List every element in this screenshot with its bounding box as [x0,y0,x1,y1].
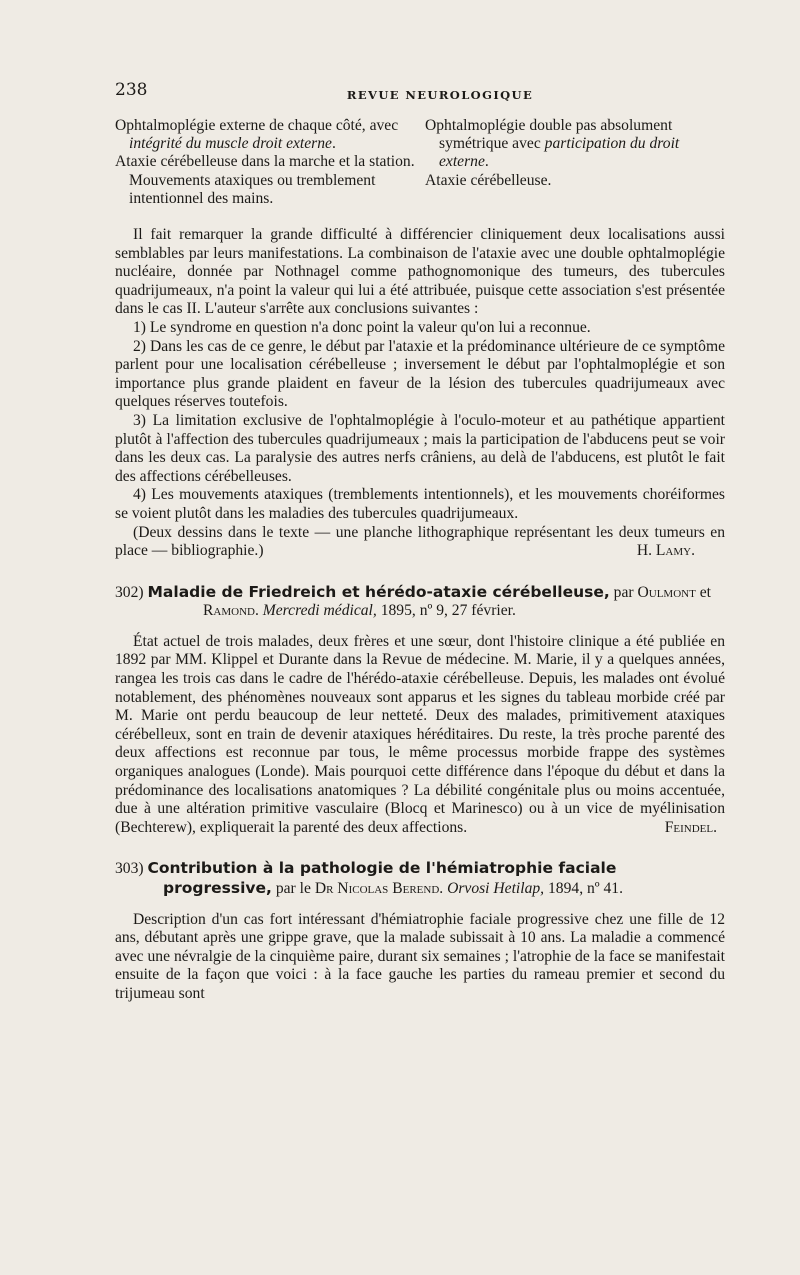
citation: 1895, nº 9, 27 février. [380,602,516,620]
entry-302-body [115,633,725,838]
entry-303-heading: 303) Contribution à la pathologie de l'hémiatrophie faciale progressive, par le Dr Nicolas Berend. Orvosi Hetilap, 1894, nº 41. [115,859,624,898]
comparison-columns [115,117,725,208]
journal-name: Orvosi Hetilap, [447,880,545,898]
signature: Feindel. [664,818,717,836]
paragraph: Il fait remarquer la grande difficulté à différencier cliniquement deux localisations aussi semblables par leurs manifestations. La combinaison de l'ataxie avec une double ophtalmoplégie nucléaire, donnée par Nothnagel comme pathognomonique des tumeurs, des tubercules quadrijumeaux, n'a point la valeur qui lui a été attribuée, puisque cette association s'est présentée dans le cas II. L'auteur s'arrête aux conclusions suivantes : [115,226,725,318]
journal-name: Mercredi médical, [262,602,377,620]
right-column [425,117,725,208]
page-content [115,117,725,1004]
author: Ramond [203,602,255,620]
author: Oulmont [637,583,696,601]
page-header [115,80,725,104]
page-number: 238 [115,80,148,100]
paragraph: 1) Le syndrome en question n'a donc point la valeur qu'on lui a reconnue. [133,318,591,336]
left-item: Ataxie cérébelleuse dans la marche et la station. Mouvements ataxiques ou tremblement intentionnel des mains. [115,153,415,207]
right-item: Ophtalmoplégie double pas absolument symétrique avec participation du droit externe. [425,117,680,171]
review-301-body [115,226,725,561]
entry-number: 303) [115,860,144,878]
right-item: Ataxie cérébelleuse. [425,171,552,189]
paragraph: Description d'un cas fort intéressant d'hémiatrophie faciale progressive chez une fille de 12 ans, débutant après une grippe grave, que la malade subissait à 10 ans. La maladie a commencé avec une névralgie de la cinquième paire, durant six semaines ; l'atrophie de la face se manifestait ensuite de la façon que voici : à la face gauche les parties du rameau premier et second du trijumeau sont [115,910,725,1002]
paragraph: (Deux dessins dans le texte — une planche lithographique représentant les deux tumeurs en place — bibliographie.) H. Lamy. [115,523,725,560]
left-column [115,117,415,208]
paragraph: 3) La limitation exclusive de l'ophtalmoplégie à l'oculo-moteur et au pathétique appartient plutôt à l'affection des tubercules quadrijumeaux ; mais la participation de l'abducens peut se voir dans les deux cas. La paralysie des autres nerfs crâniens, au delà de l'abducens, est plutôt le fait des affections cérébelleuses. [115,411,725,485]
running-title: REVUE NEUROLOGIQUE [346,88,534,102]
entry-title: Maladie de Friedreich et hérédo-ataxie cérébelleuse, [147,582,610,601]
author: Dr Nicolas Berend. [314,880,444,898]
entry-number: 302) [115,583,144,601]
citation: 1894, nº 41. [548,880,624,898]
entry-title: Contribution à la pathologie de l'hémiatrophie faciale progressive, [147,859,617,898]
left-item: Ophtalmoplégie externe de chaque côté, avec intégrité du muscle droit externe. [115,117,399,153]
entry-302-heading: 302) Maladie de Friedreich et hérédo-ataxie cérébelleuse, par Oulmont et Ramond. Mercredi médical, 1895, nº 9, 27 février. [115,582,711,620]
paragraph: 2) Dans les cas de ce genre, le début par l'ataxie et la prédominance ultérieure de ce symptôme parlent pour une localisation cérébelleuse ; inversement le début par l'ophtalmoplégie et son importance plus grande plaident en faveur de la lésion des tubercules quadrijumeaux avec quelques réserves toutefois. [115,337,725,411]
paragraph: État actuel de trois malades, deux frères et une sœur, dont l'histoire clinique a été publiée en 1892 par MM. Klippel et Durante dans la Revue de médecine. M. Marie, il y a quelques années, rangea les trois cas dans le cadre de l'hérédo-ataxie cérébelleuse. Depuis, les malades ont évolué notablement, des phénomènes nouveaux sont apparus et les signes du tableau morbide créé par M. Marie ont perdu beaucoup de leur netteté. Deux des malades, primitivement ataxiques cérébelleux, sont en train de devenir ataxiques héréditaires. Du reste, la très proche parenté des deux affections est reconnue par tous, le même processus morbide frappe des systèmes organiques analogues (Londe). Mais pourquoi cette différence dans l'époque du début et dans la prédominance des localisations anatomiques ? La débilité congénitale plus ou moins accentuée, due à une altération primitive vasculaire (Blocq et Marinesco) ou à un vice de myélinisation (Bechterew), expliquerait la parenté des deux affections. Feindel. [115,632,725,836]
entry-303-body [115,911,725,1004]
paragraph: 4) Les mouvements ataxiques (tremblements intentionnels), et les mouvements choréiformes se voient plutôt dans les maladies des tubercules quadrijumeaux. [115,486,725,522]
signature: H. Lamy. [636,542,695,560]
